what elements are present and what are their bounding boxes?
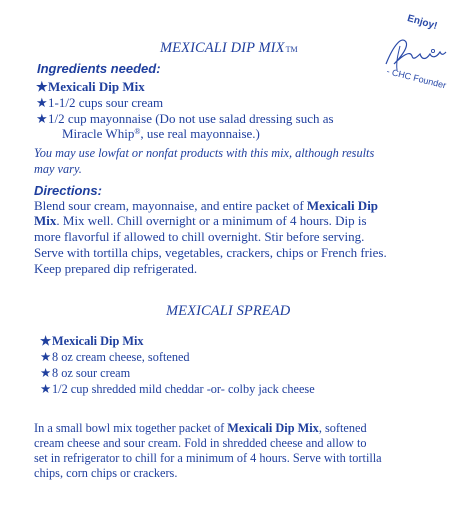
spread-directions-line: In a small bowl mix together packet of Mexicali Dip Mix, softened <box>34 421 367 435</box>
spread-title: MEXICALI SPREAD <box>166 303 291 319</box>
star-icon: ★ <box>36 79 48 94</box>
dip-directions-line: Serve with tortilla chips, vegetables, crackers, chips or French fries. <box>34 245 387 260</box>
spread-ingredient-3: ★8 oz sour cream <box>40 366 131 380</box>
spread-directions-line: cream cheese and sour cream. Fold in shredded cheese and allow to <box>34 436 367 450</box>
founder-label: - CHC Founder <box>385 66 448 91</box>
dip-ingredient-1: ★Mexicali Dip Mix <box>36 79 145 94</box>
dip-note-line: You may use lowfat or nonfat products with this mix, although results <box>34 146 375 160</box>
dip-note-line: may vary. <box>34 162 82 176</box>
star-icon: ★ <box>36 111 48 126</box>
star-icon: ★ <box>40 350 52 364</box>
dip-directions-line: Mix. Mix well. Chill overnight or a minimum of 4 hours. Dip is <box>34 213 367 228</box>
spread-directions-line: set in refrigerator to chill for a minimum of 4 hours. Serve with tortilla <box>34 451 382 465</box>
ingredients-heading: Ingredients needed: <box>37 61 161 76</box>
star-icon: ★ <box>36 95 48 110</box>
dip-title: MEXICALI DIP MIXTM <box>160 40 298 56</box>
dip-directions-line: more flavorful if allowed to chill overnight. Stir before serving. <box>34 229 365 244</box>
spread-ingredient-2: ★8 oz cream cheese, softened <box>40 350 190 364</box>
star-icon: ★ <box>40 382 52 396</box>
star-icon: ★ <box>40 366 52 380</box>
star-icon: ★ <box>40 334 52 348</box>
trademark-mark: TM <box>285 45 298 54</box>
dip-ingredient-2: ★1-1/2 cups sour cream <box>36 95 164 110</box>
dip-directions-line: Blend sour cream, mayonnaise, and entire packet of Mexicali Dip <box>34 198 379 213</box>
enjoy-label: Enjoy! <box>405 13 439 32</box>
directions-heading: Directions: <box>34 183 102 198</box>
spread-ingredient-1: ★Mexicali Dip Mix <box>40 334 144 348</box>
dip-directions-line: Keep prepared dip refrigerated. <box>34 261 198 276</box>
spread-directions-line: chips, corn chips or crackers. <box>34 466 178 480</box>
spread-ingredient-4: ★1/2 cup shredded mild cheddar -or- colby jack cheese <box>40 382 315 396</box>
dip-ingredient-3: ★1/2 cup mayonnaise (Do not use salad dressing such as <box>36 111 334 126</box>
dip-ingredient-3-cont: Miracle Whip®, use real mayonnaise.) <box>62 126 260 141</box>
